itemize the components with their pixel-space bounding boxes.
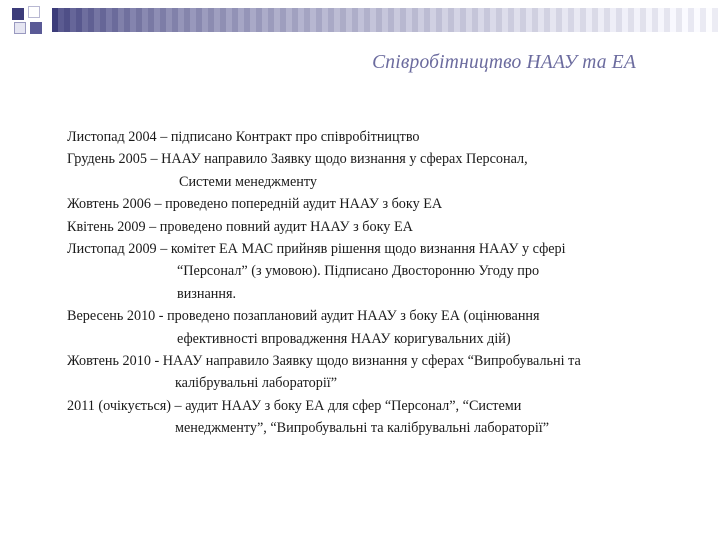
timeline-line: Жовтень 2006 – проведено попередній аудит НААУ з боку ЕА <box>67 196 443 213</box>
deco-square-dark <box>12 8 24 20</box>
header-gradient-bar <box>52 8 720 32</box>
timeline-line-continuation: “Персонал” (з умовою). Підписано Двосторонню Угоду про <box>177 263 540 280</box>
timeline-line-continuation: визнання. <box>177 285 237 302</box>
timeline-line: Квітень 2009 – проведено повний аудит НААУ з боку ЕА <box>67 218 413 235</box>
slide-title: Співробітництво НААУ та ЕА <box>372 52 636 73</box>
timeline-line: Вересень 2010 - проведено позаплановий аудит НААУ з боку ЕА (оцінювання <box>67 308 540 325</box>
decorative-squares <box>0 0 60 40</box>
deco-square-accent <box>30 22 42 34</box>
timeline-line-continuation: Системи менеджменту <box>179 173 317 190</box>
timeline-line: Листопад 2009 – комітет ЕА МАС прийняв рішення щодо визнання НААУ у сфері <box>67 240 566 257</box>
timeline-line: Грудень 2005 – НААУ направило Заявку щодо визнання у сферах Персонал, <box>67 151 528 168</box>
timeline-line: Листопад 2004 – підписано Контракт про співробітництво <box>67 129 420 145</box>
timeline-list <box>67 126 707 439</box>
deco-square-mid <box>14 22 26 34</box>
timeline-line-continuation: ефективності впровадження НААУ коригувальних дій) <box>177 330 511 347</box>
timeline-line-continuation: менеджменту”, “Випробувальні та калібрувальні лабораторії” <box>175 420 550 437</box>
deco-square-light <box>28 6 40 18</box>
timeline-line-continuation: калібрувальні лабораторії” <box>175 375 337 392</box>
timeline-line: Жовтень 2010 - НААУ направило Заявку щодо визнання у сферах “Випробувальні та <box>67 352 581 369</box>
header-stripe <box>712 8 718 32</box>
timeline-line: 2011 (очікується) – аудит НААУ з боку ЕА для сфер “Персонал”, “Системи <box>67 397 522 414</box>
